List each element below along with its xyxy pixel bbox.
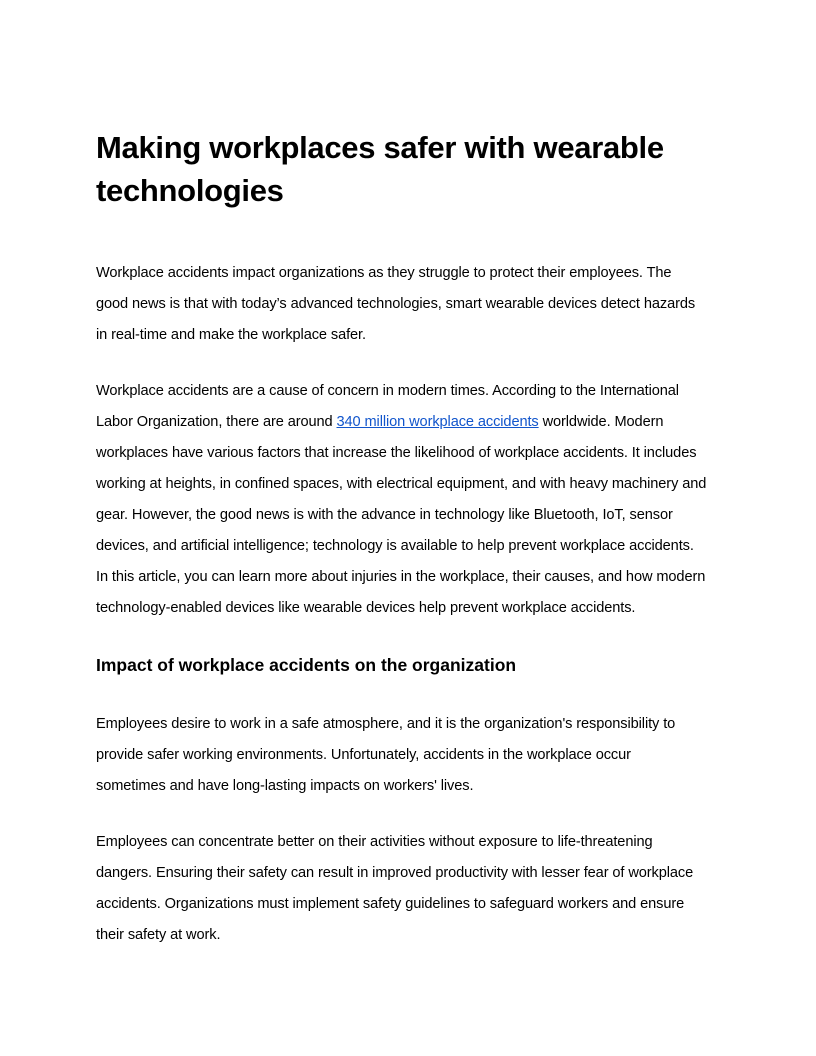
accidents-paragraph [96, 376, 720, 624]
text-line [96, 407, 720, 438]
text-line: working at heights, in confined spaces, with electrical equipment, and with heavy machinery and [96, 476, 707, 492]
impact-paragraph [96, 709, 720, 802]
text-line: accidents. Organizations must implement safety guidelines to safeguard workers and ensure [96, 896, 685, 912]
text-segment: Labor Organization, there are around [96, 414, 337, 430]
text-line: workplaces have various factors that increase the likelihood of workplace accidents. It includes [96, 445, 697, 461]
text-line: Workplace accidents are a cause of concern in modern times. According to the International [96, 383, 679, 399]
article-title: Making workplaces safer with wearable technologies [96, 130, 664, 208]
text-line: their safety at work. [96, 927, 221, 943]
intro-paragraph [96, 258, 720, 351]
text-line: gear. However, the good news is with the advance in technology like Bluetooth, IoT, sensor [96, 507, 673, 523]
text-line: Employees can concentrate better on their activities without exposure to life-threatening [96, 834, 653, 850]
safety-paragraph [96, 827, 720, 951]
text-line: provide safer working environments. Unfortunately, accidents in the workplace occur [96, 747, 631, 763]
text-segment: worldwide. Modern [538, 414, 664, 430]
text-line: devices, and artificial intelligence; technology is available to help prevent workplace accidents. [96, 538, 694, 554]
text-line: sometimes and have long-lasting impacts on workers' lives. [96, 778, 474, 794]
text-line: technology-enabled devices like wearable devices help prevent workplace accidents. [96, 600, 636, 616]
text-line: in real-time and make the workplace safer. [96, 327, 366, 343]
text-line: Employees desire to work in a safe atmosphere, and it is the organization's responsibility to [96, 716, 676, 732]
text-line: good news is that with today’s advanced technologies, smart wearable devices detect hazards [96, 296, 696, 312]
ilo-statistics-link[interactable]: 340 million workplace accidents [336, 414, 539, 430]
text-line: In this article, you can learn more about injuries in the workplace, their causes, and how modern [96, 569, 706, 585]
section-heading: Impact of workplace accidents on the organization [96, 655, 517, 675]
text-line: Workplace accidents impact organizations as they struggle to protect their employees. The [96, 265, 672, 281]
text-line: dangers. Ensuring their safety can result in improved productivity with lesser fear of workplace [96, 865, 694, 881]
